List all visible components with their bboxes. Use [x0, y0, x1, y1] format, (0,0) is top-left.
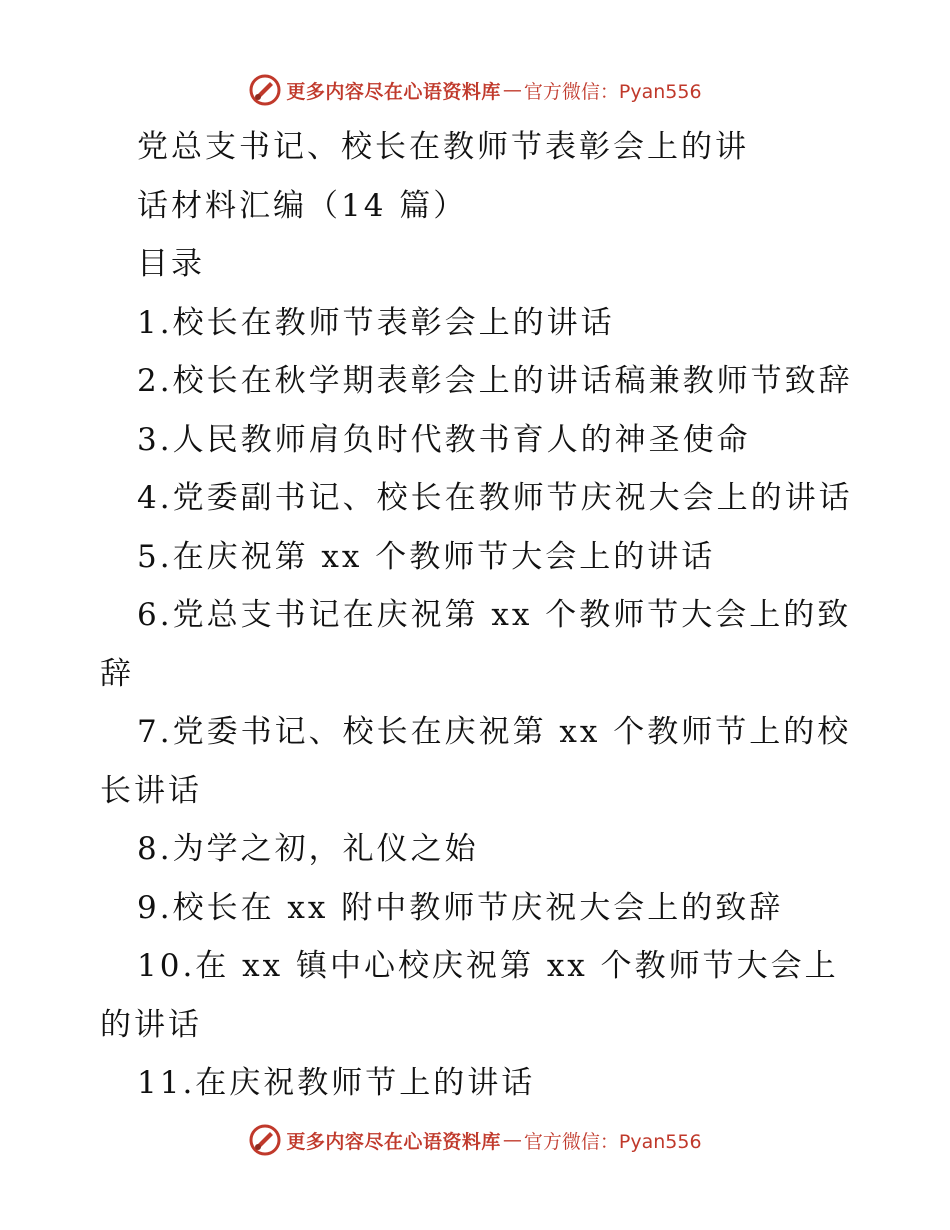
banner-brand-text: 更多内容尽在心语资料库: [286, 80, 501, 103]
banner-brand-text: 更多内容尽在心语资料库: [286, 1130, 501, 1153]
doc-title-line-2: 话材料汇编（14 篇）: [137, 187, 468, 224]
header-banner: [0, 70, 950, 110]
brand-logo-icon: [248, 73, 282, 107]
banner-wechat-text: 官方微信：Pyan556: [523, 80, 702, 103]
banner-separator: —: [502, 1129, 522, 1151]
toc-item: 4.党委副书记、校长在教师节庆祝大会上的讲话: [137, 480, 853, 516]
document-body: [100, 118, 860, 1113]
toc-item: 7.党委书记、校长在庆祝第 xx 个教师节上的校长讲话: [100, 714, 852, 809]
toc-item: 11.在庆祝教师节上的讲话: [137, 1065, 536, 1101]
footer-banner: [0, 1120, 950, 1160]
toc-item: 3.人民教师肩负时代教书育人的神圣使命: [137, 421, 751, 458]
toc-item: 9.校长在 xx 附中教师节庆祝大会上的致辞: [137, 889, 784, 926]
banner-wechat-text: 官方微信：Pyan556: [523, 1130, 702, 1153]
doc-title-line-1: 党总支书记、校长在教师节表彰会上的讲: [137, 129, 749, 165]
brand-logo-icon: [248, 1123, 282, 1157]
toc-item: 10.在 xx 镇中心校庆祝第 xx 个教师节大会上的讲话: [100, 948, 839, 1043]
toc-item: 1.校长在教师节表彰会上的讲话: [137, 304, 615, 341]
toc-item: 8.为学之初，礼仪之始: [137, 831, 479, 867]
banner-separator: —: [502, 79, 522, 101]
toc-item: 2.校长在秋学期表彰会上的讲话稿兼教师节致辞: [137, 363, 853, 399]
toc-item: 5.在庆祝第 xx 个教师节大会上的讲话: [137, 538, 716, 575]
toc-heading: 目录: [137, 246, 205, 282]
toc-item: 6.党总支书记在庆祝第 xx 个教师节大会上的致辞: [100, 597, 852, 692]
